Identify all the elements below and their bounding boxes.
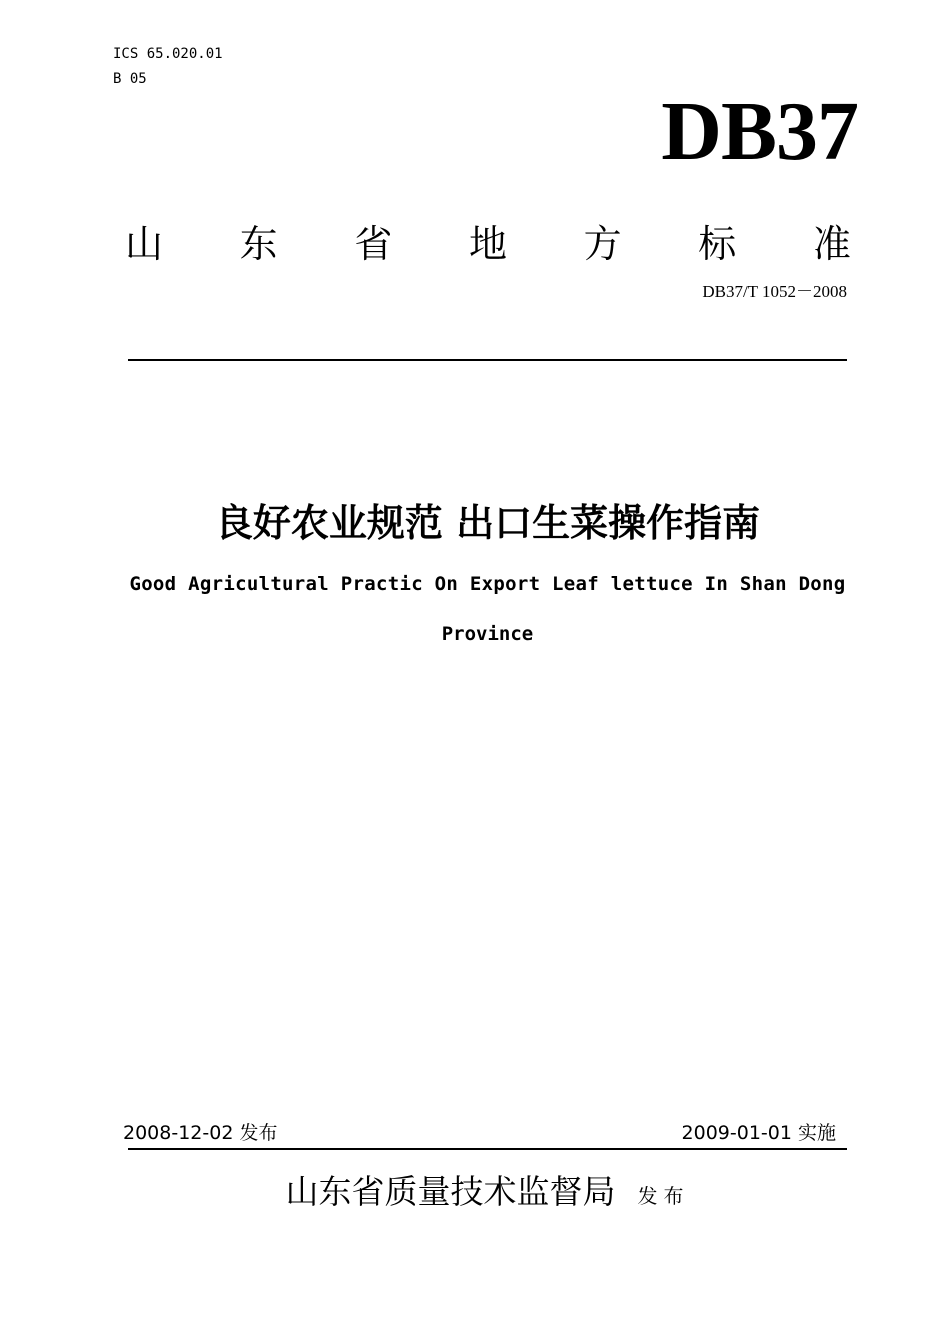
standard-type-char: 山 bbox=[125, 222, 164, 266]
document-title-chinese: 良好农业规范 出口生菜操作指南 bbox=[214, 501, 761, 545]
standard-type-char: 准 bbox=[812, 222, 851, 266]
issue-date: 2008-12-02 发布 bbox=[123, 1122, 278, 1144]
standard-type-char: 省 bbox=[354, 222, 393, 266]
publisher-suffix: 发布 bbox=[637, 1184, 690, 1208]
standard-number: DB37/T 1052－2008 bbox=[702, 282, 847, 301]
bottom-divider bbox=[128, 1148, 847, 1150]
standard-type-char: 地 bbox=[468, 222, 507, 266]
standard-type-char: 方 bbox=[583, 222, 622, 266]
implementation-date: 2009-01-01 实施 bbox=[681, 1122, 836, 1144]
standard-logo: DB37 bbox=[661, 85, 858, 178]
publisher bbox=[0, 1170, 950, 1218]
classification-code: B 05 bbox=[113, 71, 147, 87]
standard-type-heading bbox=[125, 220, 851, 268]
publisher-name: 山东省质量技术监督局 bbox=[285, 1172, 616, 1211]
standard-type-char: 标 bbox=[698, 222, 737, 266]
standard-type-char: 东 bbox=[239, 222, 278, 266]
document-title-english-line1: Good Agricultural Practic On Export Leaf lettuce In Shan Dong bbox=[129, 573, 846, 595]
document-title-english-line2: Province bbox=[441, 623, 534, 645]
ics-code: ICS 65.020.01 bbox=[113, 46, 223, 62]
top-divider bbox=[128, 359, 847, 361]
